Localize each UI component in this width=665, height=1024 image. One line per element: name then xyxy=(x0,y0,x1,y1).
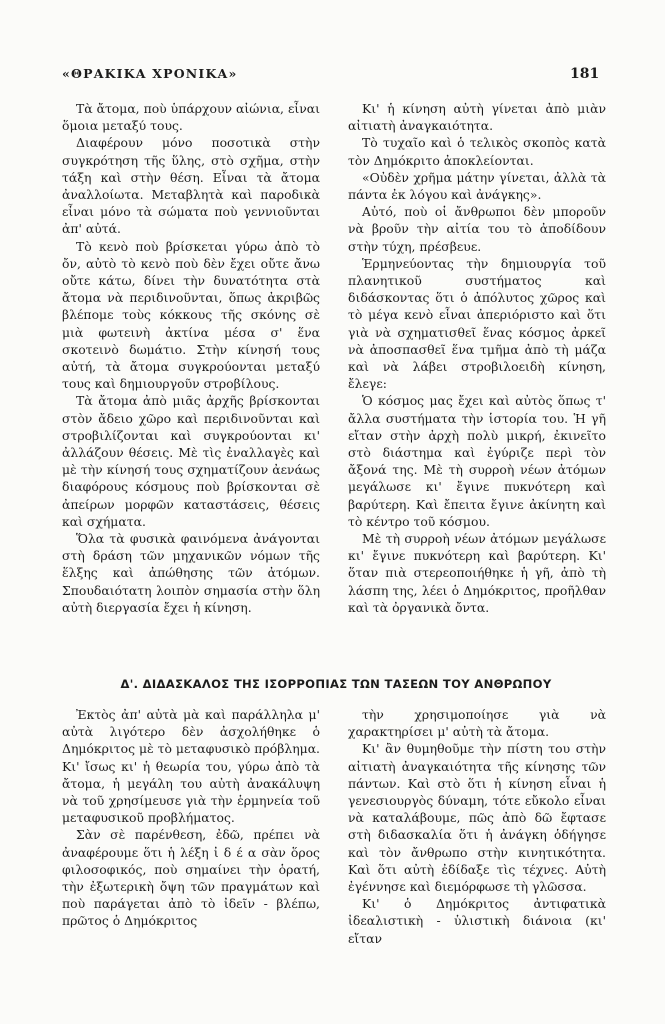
paragraph: Ὅλα τὰ φυσικὰ φαινόμενα ἀνάγονται στὴ δράση τῶν μηχανικῶν νόμων τῆς ἕλξης καὶ ἀπώθησης τῶν ἀτόμων. Σπουδαιότατη λοιπὸν σημασία στὴν ὅλη αὐτὴ διεργασία ἔχει ἡ κίνηση. xyxy=(62,531,320,615)
upper-right-column xyxy=(348,100,606,616)
paragraph: Κι' ὁ Δημόκριτος ἀντιφατικὰ ἰδεαλιστικὴ - ὑλιστικὴ διάνοια (κι' εἴταν xyxy=(348,896,606,946)
paragraph: τὴν χρησιμοποίησε γιὰ νὰ χαρακτηρίσει μ' αὐτὴ τὰ ἄτομα. xyxy=(348,707,606,740)
paragraph: Τὸ τυχαῖο καὶ ὁ τελικὸς σκοπὸς κατὰ τὸν Δημόκριτο ἀποκλείονται. xyxy=(348,135,606,168)
paragraph: Τὰ ἄτομα ἀπὸ μιᾶς ἀρχῆς βρίσκονται στὸν ἄδειο χῶρο καὶ περιδινοῦνται καὶ στροβιλίζονται καὶ συγκρούονται κι' ἀλλάζουν θέσεις. Μὲ τὶς ἐναλλαγὲς καὶ μὲ τὴν κίνησή τους σχηματίζουν ἀενάως διαφόρους κόσμους ποὺ βρίσκονται σὲ ἀπείρων μορφῶν καταστάσεις, θέσεις καὶ σχήματα. xyxy=(62,393,320,529)
paragraph: Σὰν σὲ παρένθεση, ἐδῶ, πρέπει νὰ ἀναφέρουμε ὅτι ἡ λέξη ἰ δ έ α σὰν ὅρος φιλοσοφικός, ποὺ σημαίνει τὴν ὁρατή, τὴν ἐξωτερικὴ ὄψη τῶν πραγμάτων καὶ ποὺ παράγεται ἀπὸ τὸ ἰδεῖν - βλέπω, πρῶτος ὁ Δημόκριτος xyxy=(62,827,320,929)
page-number: 181 xyxy=(570,66,600,82)
running-head: «ΘΡΑΚΙΚΑ ΧΡΟΝΙΚΑ» xyxy=(62,66,238,81)
paragraph: Ἐκτὸς ἀπ' αὐτὰ μὰ καὶ παράλληλα μ' αὐτὰ λιγότερο δὲν ἀσχολήθηκε ὁ Δημόκριτος μὲ τὸ μεταφυσικὸ πρόβλημα. Κι' ἴσως κι' ἡ θεωρία του, γύρω ἀπὸ τὰ ἄτομα, ἡ μεγάλη του αὐτὴ ἀνακάλυψη νὰ τοῦ χρησίμευσε γιὰ τὴν ἑρμηνεία τοῦ μεταφυσικοῦ προβλήματος. xyxy=(62,707,320,826)
paragraph: Ἑρμηνεύοντας τὴν δημιουργία τοῦ πλανητικοῦ συστήματος καὶ διδάσκοντας ὅτι ὁ ἀπόλυτος χῶρος καὶ τὸ μέγα κενὸ εἶναι ἀπεριόριστο καὶ ὅτι γιὰ νὰ σχηματισθεῖ ἕνας κόσμος ἀρκεῖ νὰ ἀποσπασθεῖ ἕνα τμῆμα ἀπὸ τὴ μάζα καὶ νὰ λάβει στροβιλοειδὴ κίνηση, ἔλεγε: xyxy=(348,255,606,392)
lower-left-column xyxy=(62,706,320,930)
lower-right-column xyxy=(348,706,606,947)
paragraph: Ὁ κόσμος μας ἔχει καὶ αὐτὸς ὅπως τ' ἄλλα συστήματα τὴν ἱστορία του. Ἡ γῆ εἴταν στὴν ἀρχὴ πολὺ μικρή, ἐκινεῖτο στὸ διάστημα καὶ ἐγύριζε περὶ τὸν ἄξονά της. Μὲ τὴ συρροὴ νέων ἀτόμων μεγάλωσε κι' ἔγινε πυκνότερη καὶ βαρύτερη. Καὶ ἔπειτα ἔγινε ἀκίνητη καὶ τὸ κέντρο τοῦ κόσμου. xyxy=(348,393,606,529)
paragraph: Τὸ κενὸ ποὺ βρίσκεται γύρω ἀπὸ τὸ ὄν, αὐτὸ τὸ κενὸ ποὺ δὲν ἔχει οὔτε ἄνω οὔτε κάτω, δίνει τὴν δυνατότητα στὰ ἄτομα νὰ περιδινοῦνται, ὅπως ἀκριβῶς βλέπομε τοὺς κόκκους τῆς σκόνης σὲ μιὰ φωτεινὴ ἀκτίνα μέσα σ' ἕνα σκοτεινὸ δωμάτιο. Στὴν κίνησή τους αὐτή, τὰ ἄτομα συγκρούονται μεταξύ τους καὶ δημιουργοῦν στροβίλους. xyxy=(62,238,320,392)
section-title: Δ'. ΔΙΔΑΣΚΑΛΟΣ ΤΗΣ ΙΣΟΡΡΟΠΙΑΣ ΤΩΝ ΤΑΣΕΩΝ ΤΟΥ ΑΝΘΡΩΠΟΥ xyxy=(120,677,552,691)
paragraph: Μὲ τὴ συρροὴ νέων ἀτόμων μεγάλωσε κι' ἔγινε πυκνότερη καὶ βαρύτερη. Κι' ὅταν πιὰ στερεοποιήθηκε ἡ γῆ, ἀπὸ τὴ λάσπη της, λέει ὁ Δημόκριτος, προῆλθαν καὶ τὰ ὀργανικὰ ὄντα. xyxy=(348,531,606,615)
paragraph: Κι' ἂν θυμηθοῦμε τὴν πίστη του στὴν αἰτιατὴ ἀναγκαιότητα τῆς κίνησης τῶν πάντων. Καὶ στὸ ὅτι ἡ κίνηση εἶναι ἡ γενεσιουργὸς δύναμη, τότε εὔκολο εἶναι νὰ καταλάβουμε, πῶς ἀπὸ δῶ ἔφτασε στὴ διδασκαλία ὅτι ἡ ἀνάγκη ὁδήγησε καὶ τὸν ἄνθρωπο στὴν κινητικότητα. Καὶ ὅτι αὐτὴ ἐδίδαξε τὶς τέχνες. Αὐτὴ ἐγέννησε καὶ διεμόρφωσε τὴ γλῶσσα. xyxy=(348,741,606,895)
paragraph: Τὰ ἄτομα, ποὺ ὑπάρχουν αἰώνια, εἶναι ὅμοια μεταξύ τους. xyxy=(62,101,320,134)
paragraph: «Οὐδὲν χρῆμα μάτην γίνεται, ἀλλὰ τὰ πάντα ἐκ λόγου καὶ ἀνάγκης». xyxy=(348,169,606,203)
upper-left-column xyxy=(62,100,320,616)
paragraph: Διαφέρουν μόνο ποσοτικὰ στὴν συγκρότηση τῆς ὕλης, στὸ σχῆμα, στὴν τάξη καὶ στὴν θέση. Εἶναι τὰ ἄτομα ἀναλλοίωτα. Μεταβλητὰ καὶ παροδικὰ εἶναι μόνο τὰ σώματα ποὺ γεννιοῦνται ἀπ' αὐτά. xyxy=(62,135,320,237)
paragraph: Αὐτό, ποὺ οἱ ἄνθρωποι δὲν μποροῦν νὰ βροῦν τὴν αἰτία του τὸ ἀποδίδουν στὴν τύχη, πρέσβευε. xyxy=(348,204,606,254)
paragraph: Κι' ἡ κίνηση αὐτὴ γίνεται ἀπὸ μιὰν αἰτιατὴ ἀναγκαιότητα. xyxy=(348,101,606,134)
